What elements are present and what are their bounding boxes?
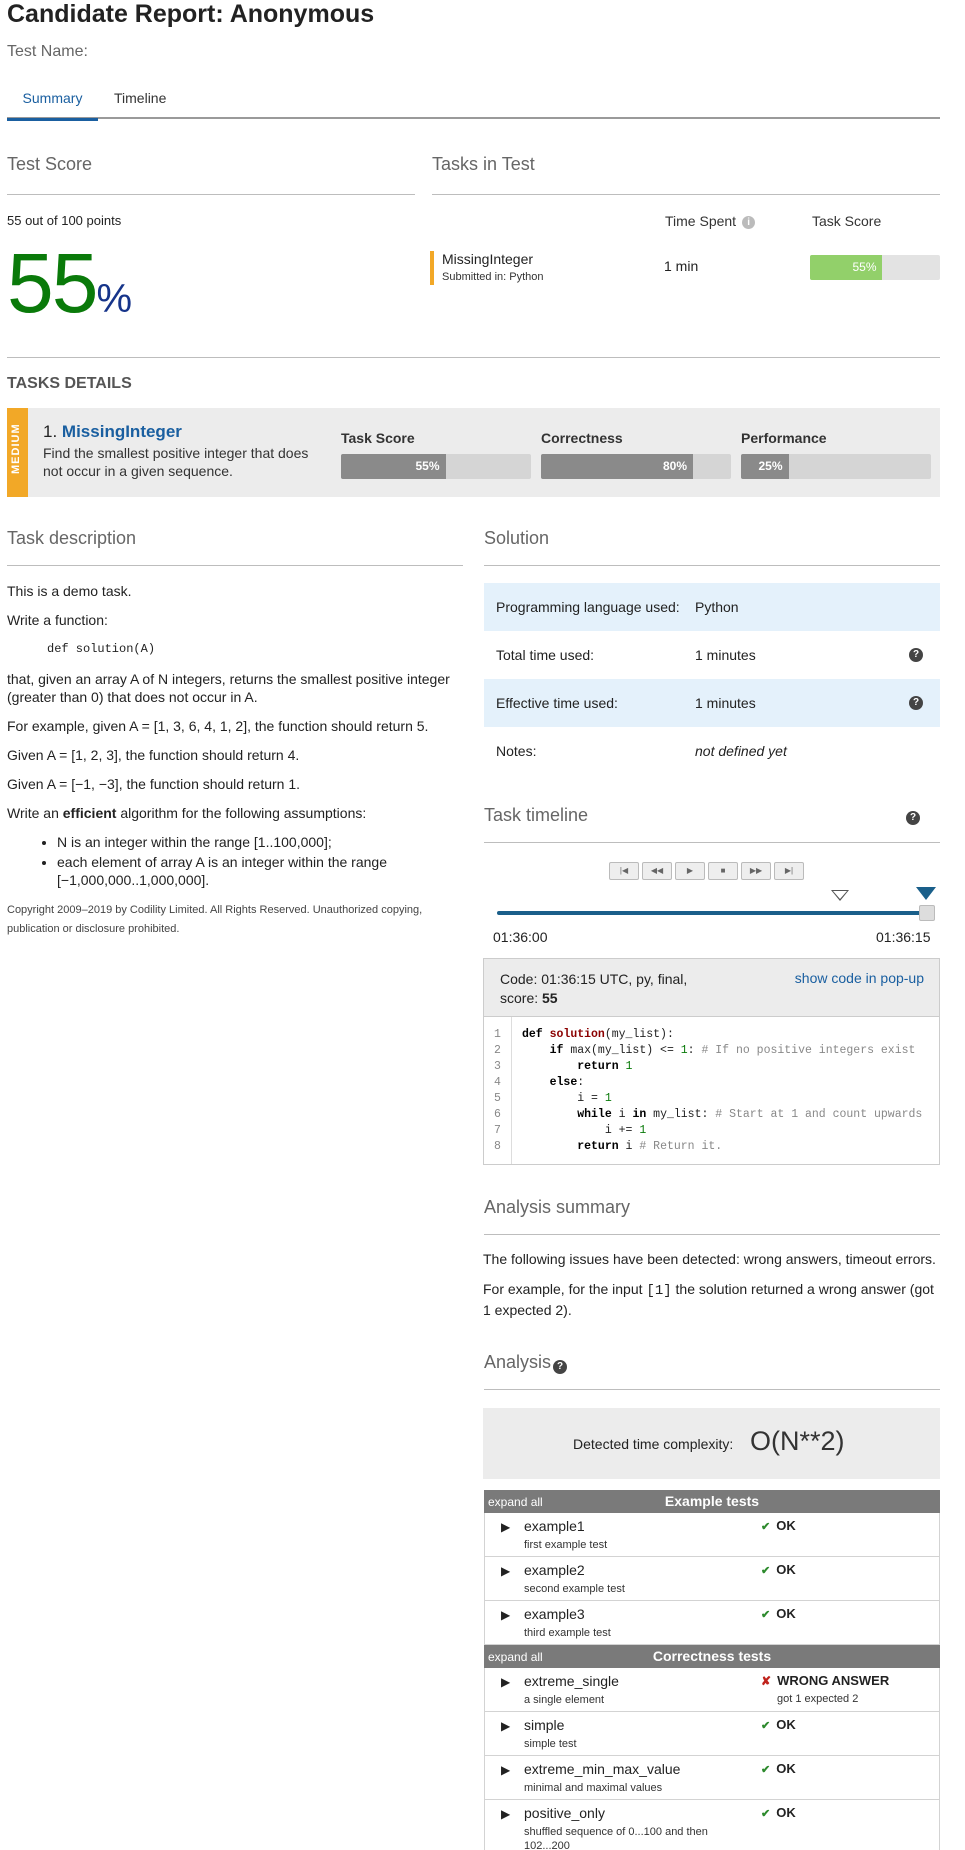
result-text: OK bbox=[776, 1717, 796, 1732]
test-desc: first example test bbox=[524, 1539, 608, 1551]
desc-paragraph: that, given an array A of N integers, returns the smallest positive integer (greater than 0) that does not occur in A. bbox=[7, 671, 450, 705]
info-icon[interactable]: i bbox=[742, 216, 755, 229]
desc-paragraph: Given A = [−1, −3], the function should return 1. bbox=[7, 776, 301, 792]
analysis-heading bbox=[484, 1352, 551, 1373]
score-percent-sign: % bbox=[96, 277, 133, 321]
expand-all-link[interactable]: expand all bbox=[488, 1495, 543, 1509]
result-text: OK bbox=[776, 1518, 796, 1533]
code-info-line: Code: 01:36:15 UTC, py, final, bbox=[500, 971, 688, 987]
divider bbox=[7, 565, 463, 566]
line-number: 2 bbox=[494, 1044, 501, 1057]
metric-bar bbox=[541, 454, 731, 479]
line-number: 4 bbox=[494, 1076, 501, 1089]
check-icon: ✔ bbox=[761, 1764, 771, 1776]
test-desc: minimal and maximal values bbox=[524, 1782, 663, 1794]
solution-row bbox=[484, 631, 940, 679]
difficulty-accent bbox=[430, 251, 434, 285]
task-score-header: Task Score bbox=[812, 213, 882, 229]
solution-value: 1 minutes bbox=[695, 647, 756, 663]
solution-row bbox=[484, 727, 940, 775]
line-number: 8 bbox=[494, 1140, 501, 1153]
tab-timeline[interactable]: Timeline bbox=[114, 90, 167, 106]
test-row[interactable] bbox=[484, 1601, 940, 1645]
task-detail-card bbox=[7, 408, 940, 497]
solution-key: Programming language used: bbox=[496, 599, 680, 615]
desc-paragraph bbox=[7, 804, 457, 822]
solution-heading: Solution bbox=[484, 528, 550, 548]
task-name[interactable]: MissingInteger bbox=[442, 251, 534, 267]
line-number: 6 bbox=[494, 1108, 501, 1121]
time-spent-label: Time Spent bbox=[665, 213, 737, 229]
summary-text: For example, for the input bbox=[483, 1281, 647, 1297]
task-detail-link[interactable]: MissingInteger bbox=[61, 422, 182, 441]
test-result bbox=[761, 1673, 889, 1688]
test-score-heading: Test Score bbox=[7, 154, 93, 174]
check-icon: ✔ bbox=[761, 1565, 771, 1577]
assumptions-list bbox=[57, 833, 457, 889]
solution-key: Total time used: bbox=[496, 647, 595, 663]
timeline-slider-track[interactable] bbox=[497, 911, 929, 915]
line-number: 5 bbox=[494, 1092, 501, 1105]
test-row[interactable] bbox=[484, 1668, 940, 1712]
source-code: def solution(my_list): if max(my_list) <= 1: # If no positive integers exist return 1 else: i = 1 while i in my_list: # Start at 1 and count upwards i += 1 return i # Return it. bbox=[522, 1028, 923, 1153]
expand-arrow-icon[interactable]: ▶ bbox=[501, 1520, 511, 1534]
metric-fill: 80% bbox=[541, 454, 693, 479]
solution-value: not defined yet bbox=[695, 743, 787, 759]
score-percent-value: 55 bbox=[7, 236, 97, 330]
metric-label: Task Score bbox=[341, 430, 415, 446]
forward-icon[interactable]: ▶▶ bbox=[741, 862, 771, 880]
test-row[interactable] bbox=[484, 1712, 940, 1756]
metric-bar bbox=[741, 454, 931, 479]
assumption-item: • each element of array A is an integer within the range [−1,000,000..1,000,000]. bbox=[57, 853, 457, 889]
summary-code: [1] bbox=[646, 1283, 672, 1299]
task-score-fill: 55% bbox=[810, 255, 882, 280]
test-row[interactable] bbox=[484, 1756, 940, 1800]
metric-fill: 55% bbox=[341, 454, 446, 479]
divider bbox=[7, 357, 940, 358]
check-icon: ✔ bbox=[761, 1720, 771, 1732]
result-text: OK bbox=[776, 1562, 796, 1577]
timeline-player-controls bbox=[609, 862, 807, 880]
test-result bbox=[761, 1606, 796, 1621]
test-result bbox=[761, 1717, 796, 1732]
test-row[interactable] bbox=[484, 1557, 940, 1601]
test-desc: a single element bbox=[524, 1694, 605, 1706]
line-number: 3 bbox=[494, 1060, 501, 1073]
analysis-summary-heading: Analysis summary bbox=[484, 1197, 631, 1217]
help-icon[interactable]: ? bbox=[553, 1360, 567, 1374]
tasks-details-heading: TASKS DETAILS bbox=[7, 375, 132, 392]
test-name: positive_only bbox=[524, 1805, 605, 1821]
help-icon[interactable]: ? bbox=[909, 696, 923, 710]
metric-correctness bbox=[541, 430, 731, 479]
desc-paragraph: Write a function: bbox=[7, 612, 108, 628]
test-name: simple bbox=[524, 1717, 565, 1733]
expand-arrow-icon[interactable]: ▶ bbox=[501, 1719, 511, 1733]
task-detail-description: Find the smallest positive integer that does not occur in a given sequence. bbox=[43, 445, 309, 479]
time-spent-header bbox=[665, 213, 755, 229]
task-timeline-heading: Task timeline bbox=[484, 805, 589, 825]
page-title: Candidate Report: Anonymous bbox=[7, 0, 375, 28]
check-icon: ✔ bbox=[761, 1521, 771, 1533]
test-name: example1 bbox=[524, 1518, 585, 1534]
difficulty-badge bbox=[7, 408, 28, 497]
assumption-item: • N is an integer within the range [1..100,000]; bbox=[57, 833, 457, 851]
timeline-marker-icon[interactable] bbox=[831, 890, 849, 901]
expand-arrow-icon[interactable]: ▶ bbox=[501, 1608, 511, 1622]
metric-label: Correctness bbox=[541, 430, 623, 446]
test-desc: simple test bbox=[524, 1738, 577, 1750]
copyright: Copyright 2009–2019 by Codility Limited. All Rights Reserved. Unauthorized copying, publication or disclosure prohibited. bbox=[7, 904, 423, 935]
test-result bbox=[761, 1761, 796, 1776]
analysis-heading-text: Analysis bbox=[484, 1352, 552, 1372]
show-code-popup-link[interactable]: show code in pop-up bbox=[794, 970, 924, 986]
test-result bbox=[761, 1562, 796, 1577]
timeline-slider-handle[interactable] bbox=[919, 905, 935, 921]
desc-text: Write an bbox=[7, 805, 63, 821]
stop-icon[interactable]: ■ bbox=[708, 862, 738, 880]
test-result-detail: got 1 expected 2 bbox=[777, 1693, 859, 1705]
first-icon[interactable]: |◀ bbox=[609, 862, 639, 880]
tab-summary[interactable]: Summary bbox=[7, 88, 98, 121]
result-text: WRONG ANSWER bbox=[777, 1673, 890, 1688]
summary-paragraph bbox=[483, 1280, 943, 1320]
task-detail-title bbox=[43, 422, 182, 442]
timeline-start-time: 01:36:00 bbox=[493, 929, 548, 945]
divider bbox=[484, 565, 940, 566]
desc-bold: efficient bbox=[62, 805, 117, 821]
help-icon[interactable]: ? bbox=[909, 648, 923, 662]
summary-text: the solution returned a wrong answer (got 1 expected 2). bbox=[483, 1281, 934, 1318]
task-submitted: Submitted in: Python bbox=[442, 271, 544, 283]
score-label: score: bbox=[500, 990, 543, 1006]
test-name: extreme_min_max_value bbox=[524, 1761, 681, 1777]
solution-table bbox=[484, 583, 940, 775]
summary-paragraph: The following issues have been detected: wrong answers, timeout errors. bbox=[483, 1251, 936, 1267]
desc-paragraph: Given A = [1, 2, 3], the function should return 4. bbox=[7, 747, 300, 763]
test-name-label: Test Name: bbox=[7, 43, 88, 60]
points-text: 55 out of 100 points bbox=[7, 213, 122, 228]
timeline-end-time: 01:36:15 bbox=[876, 929, 931, 945]
test-group-header bbox=[484, 1645, 940, 1668]
complexity-box bbox=[483, 1408, 940, 1479]
task-description-body bbox=[7, 582, 457, 939]
score-value: 55 bbox=[542, 990, 558, 1006]
code-info-score bbox=[500, 989, 687, 1008]
test-result bbox=[761, 1518, 796, 1533]
play-icon[interactable]: ▶ bbox=[675, 862, 705, 880]
line-number: 1 bbox=[494, 1028, 501, 1041]
check-icon: ✔ bbox=[761, 1609, 771, 1621]
result-text: OK bbox=[776, 1606, 796, 1621]
divider bbox=[432, 194, 940, 195]
report-tabs bbox=[7, 84, 940, 119]
task-row bbox=[430, 251, 940, 285]
test-desc: shuffled sequence of 0...100 and then 102...200 bbox=[524, 1826, 708, 1850]
divider bbox=[484, 842, 940, 843]
test-desc: second example test bbox=[524, 1583, 625, 1595]
solution-value: 1 minutes bbox=[695, 695, 756, 711]
desc-text: algorithm for the following assumptions: bbox=[116, 805, 367, 821]
check-icon: ✔ bbox=[761, 1808, 771, 1820]
divider bbox=[7, 194, 415, 195]
expand-arrow-icon[interactable]: ▶ bbox=[501, 1807, 511, 1821]
task-time: 1 min bbox=[664, 258, 699, 274]
solution-row bbox=[484, 679, 940, 727]
metric-performance bbox=[741, 430, 931, 479]
rewind-icon[interactable]: ◀◀ bbox=[642, 862, 672, 880]
code-body bbox=[484, 1017, 939, 1164]
tasks-in-test-heading: Tasks in Test bbox=[432, 154, 535, 174]
test-desc: third example test bbox=[524, 1627, 611, 1639]
test-name: extreme_single bbox=[524, 1673, 619, 1689]
metric-fill: 25% bbox=[741, 454, 789, 479]
task-number: 1. bbox=[43, 422, 58, 441]
score-percent bbox=[7, 235, 132, 332]
code-header bbox=[484, 959, 939, 1017]
test-name: example2 bbox=[524, 1562, 585, 1578]
task-description-heading: Task description bbox=[7, 528, 137, 548]
expand-all-link[interactable]: expand all bbox=[488, 1650, 543, 1664]
test-row[interactable] bbox=[484, 1513, 940, 1557]
desc-paragraph: This is a demo task. bbox=[7, 583, 132, 599]
test-group-title: Example tests bbox=[664, 1493, 760, 1509]
test-name: example3 bbox=[524, 1606, 585, 1622]
complexity-label: Detected time complexity: bbox=[573, 1436, 734, 1452]
solution-row bbox=[484, 583, 940, 631]
code-info bbox=[500, 970, 687, 1008]
divider bbox=[484, 1389, 940, 1390]
expand-arrow-icon[interactable]: ▶ bbox=[501, 1564, 511, 1578]
difficulty-label: MEDIUM bbox=[10, 423, 22, 474]
analysis-summary-body bbox=[483, 1250, 943, 1331]
line-numbers bbox=[484, 1017, 512, 1164]
last-icon[interactable]: ▶| bbox=[774, 862, 804, 880]
test-group-header bbox=[484, 1490, 940, 1513]
timeline-current-marker-icon[interactable] bbox=[916, 887, 936, 900]
cross-icon: ✘ bbox=[761, 1674, 772, 1688]
solution-value: Python bbox=[695, 599, 739, 615]
test-group-title: Correctness tests bbox=[652, 1648, 772, 1664]
line-number: 7 bbox=[494, 1124, 501, 1137]
result-text: OK bbox=[776, 1761, 796, 1776]
function-signature: def solution(A) bbox=[47, 642, 156, 656]
result-text: OK bbox=[776, 1805, 796, 1820]
test-row[interactable] bbox=[484, 1800, 940, 1850]
solution-key: Effective time used: bbox=[496, 695, 618, 711]
metric-label: Performance bbox=[741, 430, 827, 446]
metric-task-score bbox=[341, 430, 531, 479]
solution-key: Notes: bbox=[496, 743, 537, 759]
test-result bbox=[761, 1805, 796, 1820]
divider bbox=[484, 1234, 940, 1235]
code-viewer bbox=[483, 958, 940, 1165]
metric-bar bbox=[341, 454, 531, 479]
complexity-value: O(N**2) bbox=[750, 1426, 845, 1456]
expand-arrow-icon[interactable]: ▶ bbox=[501, 1675, 511, 1689]
help-icon[interactable]: ? bbox=[906, 811, 920, 825]
task-score-bar bbox=[810, 255, 940, 280]
expand-arrow-icon[interactable]: ▶ bbox=[501, 1763, 511, 1777]
desc-paragraph: For example, given A = [1, 3, 6, 4, 1, 2], the function should return 5. bbox=[7, 718, 429, 734]
